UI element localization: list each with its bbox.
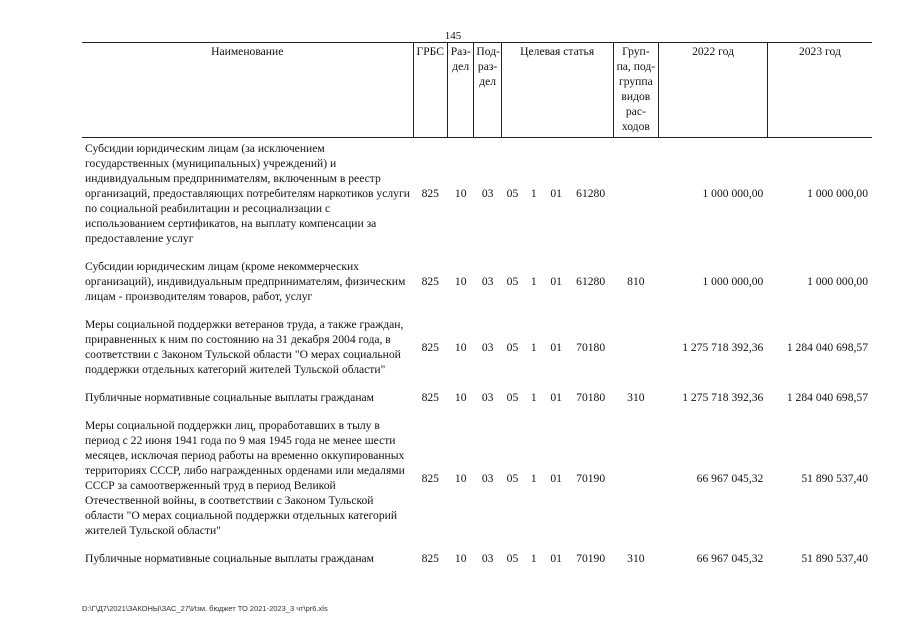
table-row xyxy=(82,548,872,576)
cell-name: Субсидии юридическим лицам (кроме некоммерческих организаций), индивидуальным предпринимателям, физическим лицам - производителям товаров, работ, услуг xyxy=(85,260,406,303)
cell-expense-group: 810 xyxy=(627,275,645,288)
cell-target-subprogram: 1 xyxy=(530,391,537,404)
cell-amount-2023: 51 890 537,40 xyxy=(801,552,868,565)
header-target-article: Целевая статья xyxy=(501,43,613,138)
cell-podrazdel: 03 xyxy=(481,552,494,565)
header-year-2022: 2022 год xyxy=(659,43,768,138)
header-name: Наименование xyxy=(82,43,413,138)
cell-target-subprogram: 1 xyxy=(530,187,537,200)
cell-expense-group xyxy=(613,138,659,257)
cell-name: Публичные нормативные социальные выплаты гражданам xyxy=(85,552,374,565)
cell-razdel: 10 xyxy=(454,187,467,200)
cell-name: Субсидии юридическим лицам (за исключением государственных (муниципальных) учреждений) и индивидуальным предпринимателям, включенным в реестр организаций, предоставляющих потребителям наркотиков услуги по социальной реабилитации и ресоциализации с использованием сертификатов, на выплату компенсации за предоставление услуг xyxy=(85,142,410,245)
cell-target-subprogram: 1 xyxy=(530,275,537,288)
cell-grbs: 825 xyxy=(421,340,439,354)
cell-name: Публичные нормативные социальные выплаты гражданам xyxy=(85,391,374,404)
cell-target-direction: 70180 xyxy=(576,340,606,354)
cell-razdel: 10 xyxy=(454,340,467,354)
cell-target-direction: 61280 xyxy=(576,275,606,288)
page-number: 145 xyxy=(444,30,462,42)
table-row xyxy=(82,415,872,548)
cell-name: Меры социальной поддержки лиц, проработавших в тылу в период с 22 июня 1941 года по 9 мая 1945 года не менее шести месяцев, исключая период работы на временно оккупированных территориях СССР, либо награжденных орденами или медалями СССР за самоотверженный труд в период Великой Отечественной войны, в соответствии с Законом Тульской области "О мерах социальной поддержки отдельных категорий жителей Тульской области" xyxy=(85,419,405,537)
cell-amount-2022: 1 000 000,00 xyxy=(702,275,764,288)
cell-amount-2023: 1 284 040 698,57 xyxy=(786,391,868,404)
header-year-2023: 2023 год xyxy=(767,43,872,138)
cell-podrazdel: 03 xyxy=(481,391,494,404)
cell-amount-2023: 51 890 537,40 xyxy=(801,471,868,485)
cell-podrazdel: 03 xyxy=(481,187,494,200)
table-row xyxy=(82,138,872,257)
cell-amount-2022: 1 275 718 392,36 xyxy=(682,340,764,354)
cell-grbs: 825 xyxy=(421,471,439,485)
cell-target-program: 05 xyxy=(506,340,519,354)
file-path-footer: D:\Г\Д7\2021\ЗАКОНЫ\ЗАС_27\Изм. бюджет ТО 2021-2023_3 чт\pr6.xls xyxy=(82,604,328,613)
cell-grbs: 825 xyxy=(421,187,439,200)
cell-podrazdel: 03 xyxy=(481,275,494,288)
cell-razdel: 10 xyxy=(454,471,467,485)
cell-target-event: 01 xyxy=(550,187,562,200)
cell-amount-2023: 1 000 000,00 xyxy=(807,275,868,288)
cell-target-subprogram: 1 xyxy=(530,471,537,485)
cell-podrazdel: 03 xyxy=(481,471,494,485)
cell-target-event: 01 xyxy=(550,275,562,288)
table-row xyxy=(82,314,872,387)
cell-amount-2022: 1 275 718 392,36 xyxy=(682,391,764,404)
header-grbs: ГРБС xyxy=(413,43,448,138)
cell-expense-group xyxy=(613,314,659,387)
cell-target-event: 01 xyxy=(550,552,562,565)
cell-target-program: 05 xyxy=(506,275,519,288)
table-row xyxy=(82,256,872,314)
cell-expense-group xyxy=(613,415,659,548)
cell-amount-2023: 1 000 000,00 xyxy=(807,187,868,200)
cell-target-event: 01 xyxy=(550,471,562,485)
cell-target-direction: 70190 xyxy=(576,552,606,565)
cell-target-direction: 70180 xyxy=(576,391,606,404)
header-expense-group: Груп-па, под-группа видов рас-ходов xyxy=(613,43,659,138)
cell-grbs: 825 xyxy=(421,552,439,565)
cell-target-event: 01 xyxy=(550,340,562,354)
table-row xyxy=(82,387,872,415)
cell-razdel: 10 xyxy=(454,391,467,404)
cell-amount-2022: 66 967 045,32 xyxy=(696,552,764,565)
cell-grbs: 825 xyxy=(421,391,439,404)
cell-razdel: 10 xyxy=(454,275,467,288)
header-razdel: Раз-дел xyxy=(448,43,474,138)
cell-target-subprogram: 1 xyxy=(530,552,537,565)
cell-target-program: 05 xyxy=(506,552,519,565)
cell-target-subprogram: 1 xyxy=(530,340,537,354)
cell-amount-2022: 66 967 045,32 xyxy=(696,471,764,485)
cell-expense-group: 310 xyxy=(627,391,645,404)
table-header-row xyxy=(82,43,872,138)
cell-expense-group: 310 xyxy=(627,552,645,565)
cell-target-event: 01 xyxy=(550,391,562,404)
cell-podrazdel: 03 xyxy=(481,340,494,354)
cell-razdel: 10 xyxy=(454,552,467,565)
cell-target-program: 05 xyxy=(506,187,519,200)
budget-table xyxy=(82,42,872,576)
cell-grbs: 825 xyxy=(421,275,439,288)
cell-name: Меры социальной поддержки ветеранов труда, а также граждан, приравненных к ним по состоянию на 31 декабря 2004 года, в соответствии с Законом Тульской области "О мерах социальной поддержки отдельных категорий жителей Тульской области" xyxy=(85,318,404,376)
cell-amount-2022: 1 000 000,00 xyxy=(702,187,764,200)
cell-target-direction: 70190 xyxy=(576,471,606,485)
table-body xyxy=(82,138,872,577)
cell-amount-2023: 1 284 040 698,57 xyxy=(786,340,868,354)
cell-target-program: 05 xyxy=(506,471,519,485)
header-podrazdel: Под-раз-дел xyxy=(474,43,501,138)
cell-target-program: 05 xyxy=(506,391,519,404)
cell-target-direction: 61280 xyxy=(576,187,606,200)
